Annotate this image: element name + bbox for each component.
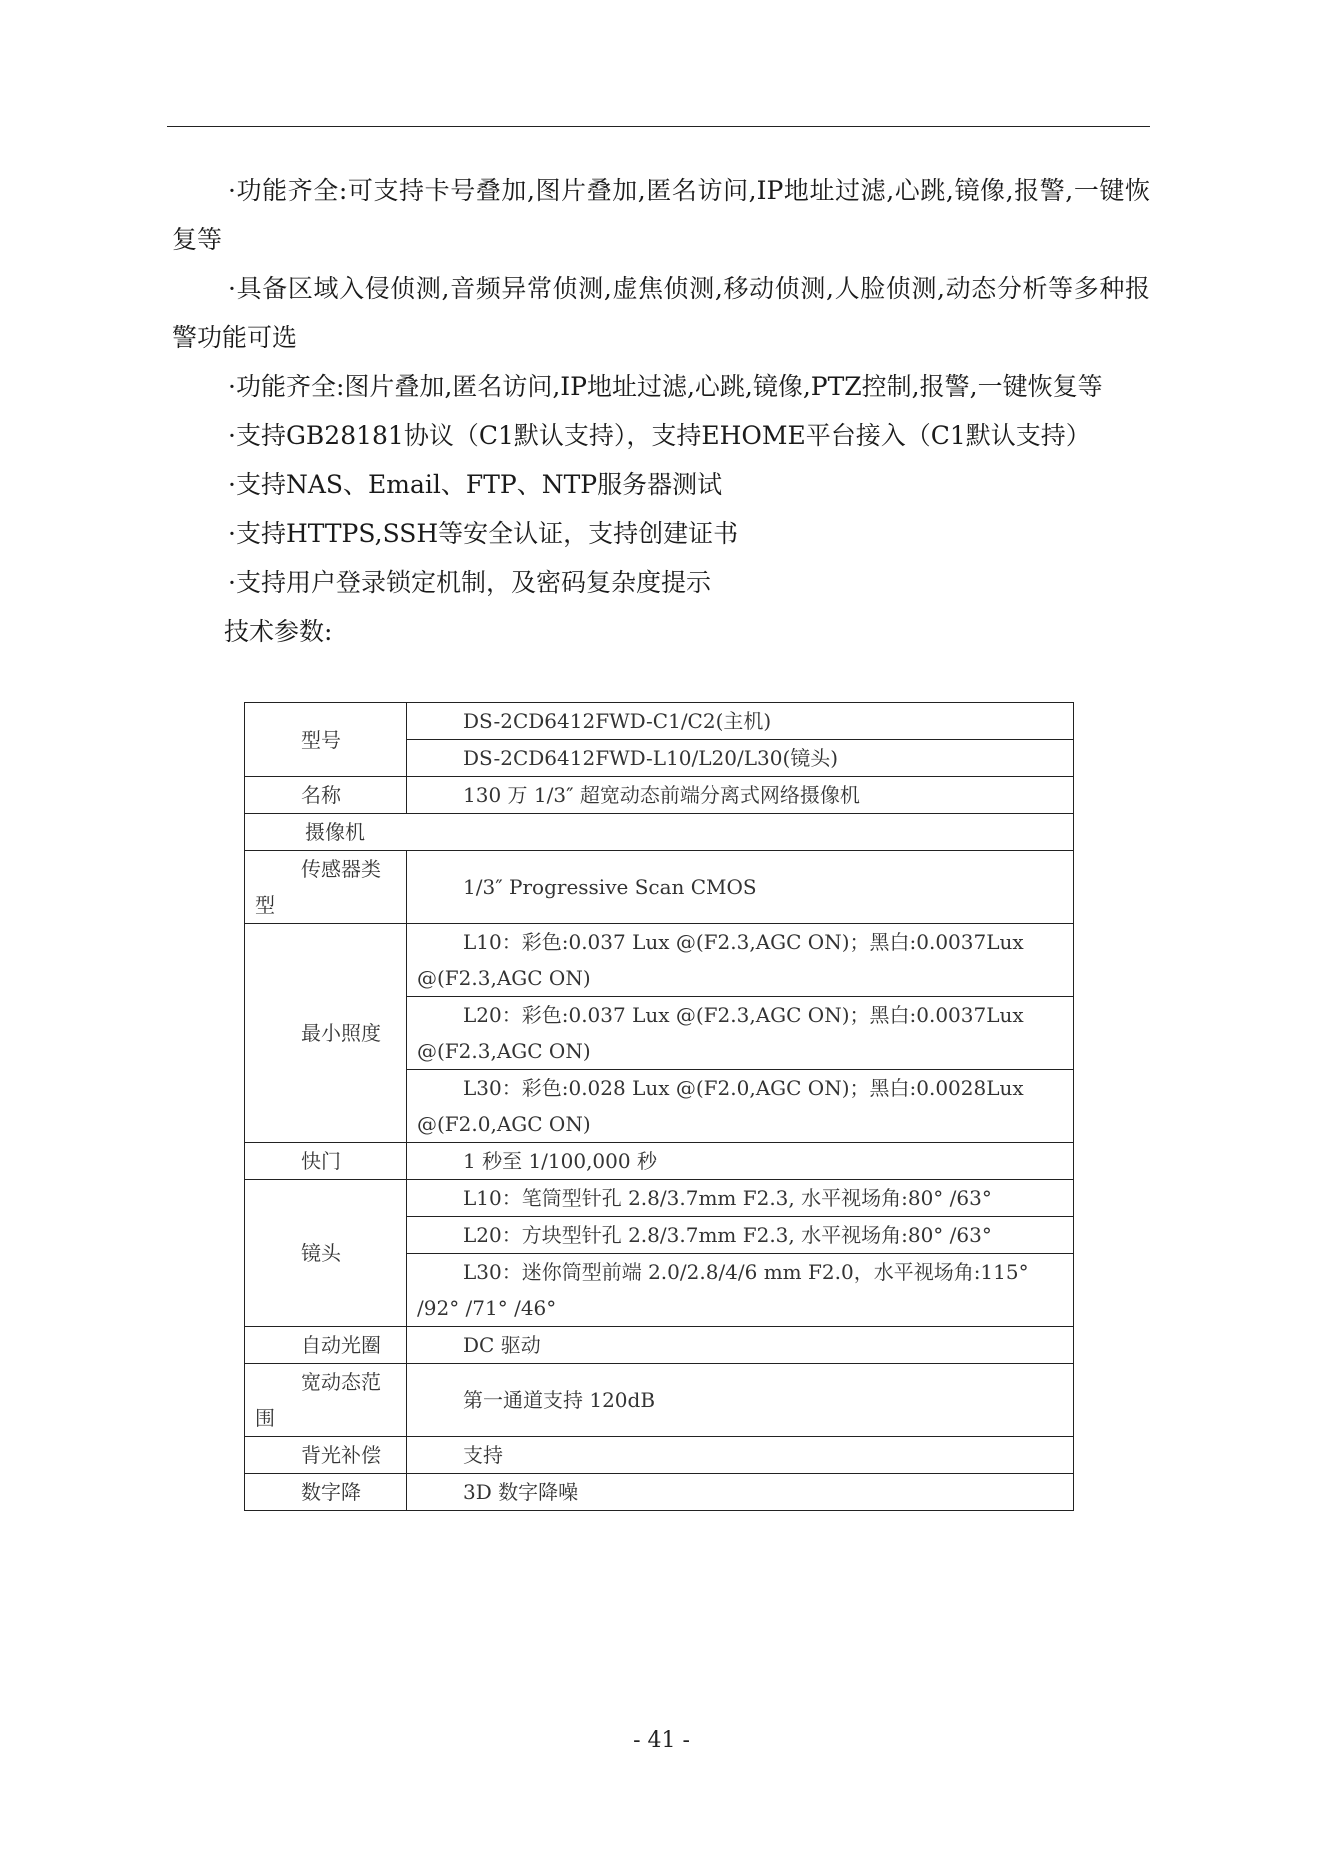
table-row bbox=[245, 1474, 1074, 1511]
table-row bbox=[245, 1364, 1074, 1437]
feature-bullet: ·具备区域入侵侦测,音频异常侦测,虚焦侦测,移动侦测,人脸侦测,动态分析等多种报警功能可选 bbox=[172, 274, 1150, 352]
wdr-value: 第一通道支持 120dB bbox=[407, 1364, 1074, 1437]
spec-heading: 技术参数: bbox=[224, 617, 333, 646]
header-rule bbox=[167, 126, 1150, 127]
lens-l20: L20：方块型针孔 2.8/3.7mm F2.3, 水平视场角:80° /63° bbox=[407, 1217, 1074, 1254]
name-value: 130 万 1/3″ 超宽动态前端分离式网络摄像机 bbox=[407, 777, 1074, 814]
feature-bullet: ·功能齐全:可支持卡号叠加,图片叠加,匿名访问,IP地址过滤,心跳,镜像,报警,一键恢复等 bbox=[172, 176, 1150, 254]
document-body bbox=[172, 166, 1150, 656]
blc-value: 支持 bbox=[407, 1437, 1074, 1474]
feature-bullet: ·支持HTTPS,SSH等安全认证，支持创建证书 bbox=[228, 519, 739, 548]
table-row bbox=[245, 1180, 1074, 1217]
lens-label: 镜头 bbox=[245, 1180, 407, 1327]
blc-label: 背光补偿 bbox=[245, 1437, 407, 1474]
feature-bullet: ·支持用户登录锁定机制，及密码复杂度提示 bbox=[228, 568, 711, 597]
page-number: - 41 - bbox=[633, 1728, 690, 1753]
dnr-value: 3D 数字降噪 bbox=[407, 1474, 1074, 1511]
table-row bbox=[245, 777, 1074, 814]
sensor-label: 传感器类型 bbox=[245, 851, 407, 924]
shutter-label: 快门 bbox=[245, 1143, 407, 1180]
table-row bbox=[245, 851, 1074, 924]
feature-bullet: ·功能齐全:图片叠加,匿名访问,IP地址过滤,心跳,镜像,PTZ控制,报警,一键恢复等 bbox=[228, 372, 1103, 401]
table-row bbox=[245, 703, 1074, 740]
camera-section-title: 摄像机 bbox=[245, 814, 1074, 851]
sensor-value: 1/3″ Progressive Scan CMOS bbox=[407, 851, 1074, 924]
name-label: 名称 bbox=[245, 777, 407, 814]
min-illumination-l30: L30：彩色:0.028 Lux @(F2.0,AGC ON)；黑白:0.0028Lux @(F2.0,AGC ON) bbox=[407, 1070, 1074, 1143]
dnr-label: 数字降 bbox=[245, 1474, 407, 1511]
shutter-value: 1 秒至 1/100,000 秒 bbox=[407, 1143, 1074, 1180]
feature-bullet: ·支持NAS、Email、FTP、NTP服务器测试 bbox=[228, 470, 723, 499]
auto-iris-value: DC 驱动 bbox=[407, 1327, 1074, 1364]
table-row bbox=[245, 924, 1074, 997]
wdr-label: 宽动态范围 bbox=[245, 1364, 407, 1437]
table-row bbox=[245, 1143, 1074, 1180]
spec-table bbox=[244, 702, 1074, 1511]
lens-l10: L10：笔筒型针孔 2.8/3.7mm F2.3, 水平视场角:80° /63° bbox=[407, 1180, 1074, 1217]
auto-iris-label: 自动光圈 bbox=[245, 1327, 407, 1364]
table-row bbox=[245, 1437, 1074, 1474]
table-row bbox=[245, 814, 1074, 851]
table-row bbox=[245, 1327, 1074, 1364]
model-host-value: DS-2CD6412FWD-C1/C2(主机) bbox=[407, 703, 1074, 740]
min-illumination-l20: L20：彩色:0.037 Lux @(F2.3,AGC ON)；黑白:0.0037Lux @(F2.3,AGC ON) bbox=[407, 997, 1074, 1070]
feature-bullet: ·支持GB28181协议（C1默认支持），支持EHOME平台接入（C1默认支持） bbox=[228, 421, 1091, 450]
model-label: 型号 bbox=[245, 703, 407, 777]
lens-l30: L30：迷你筒型前端 2.0/2.8/4/6 mm F2.0，水平视场角:115° /92° /71° /46° bbox=[407, 1254, 1074, 1327]
model-lens-value: DS-2CD6412FWD-L10/L20/L30(镜头) bbox=[407, 740, 1074, 777]
min-illumination-label: 最小照度 bbox=[245, 924, 407, 1143]
min-illumination-l10: L10：彩色:0.037 Lux @(F2.3,AGC ON)；黑白:0.0037Lux @(F2.3,AGC ON) bbox=[407, 924, 1074, 997]
